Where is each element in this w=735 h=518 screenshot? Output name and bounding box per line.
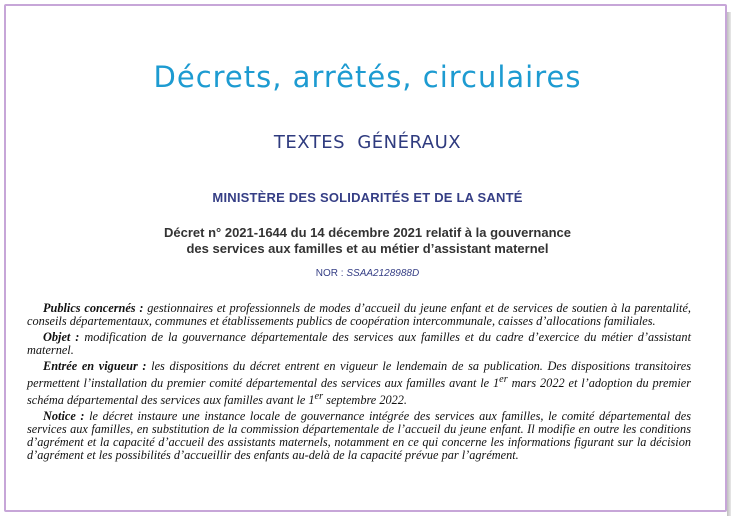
sub-title: TEXTES GÉNÉRAUX [273, 132, 462, 153]
paragraph-label: Notice : [43, 409, 85, 424]
paragraph-text: modification de la gouvernance départementale des services aux familles et du cadre d’exercice du métier d’assistant maternel. [27, 330, 691, 357]
nor-value: SSAA2128988D [346, 268, 420, 279]
ministry-name: MINISTÈRE DES SOLIDARITÉS ET DE LA SANTÉ [212, 190, 523, 205]
paragraph-label: Publics concernés : [43, 301, 144, 315]
decree-title-line-2: des services aux familles et au métier d’assistant maternel [186, 241, 549, 256]
paragraph-text: gestionnaires et professionnels de modes d’accueil du jeune enfant et de services de soutien à la parentalité, conseils départementaux, communes et établissements publics de coopération intercommunale, caisses d’allocations familiales. [27, 301, 691, 328]
paragraph-text: mars 2022 et l’adoption du premier schéma départemental des services aux familles avant le 1 [27, 376, 691, 408]
decree-summary [27, 302, 691, 465]
paragraph-text: les dispositions du décret entrent en vigueur le lendemain de sa publication. Des dispositions transitoires permettent l’installation du premier comité départemental des services aux familles avant le 1 [27, 359, 691, 391]
paragraph-entree-en-vigueur [27, 360, 691, 407]
paragraph-notice [27, 410, 691, 462]
superscript: er [499, 374, 508, 385]
decree-title [0, 225, 735, 257]
decree-title-line-1: Décret n° 2021-1644 du 14 décembre 2021 relatif à la gouvernance [164, 225, 571, 240]
paragraph-publics-concernes [27, 302, 691, 328]
section-title: Décrets, arrêtés, circulaires [153, 60, 582, 94]
paragraph-text: septembre 2022. [323, 393, 407, 408]
paragraph-text: le décret instaure une instance locale de gouvernance intégrée des services aux familles, le comité départemental des services aux familles, en substitution de la commission départementale de l’accueil du jeune enfant. Il modifie en outre les conditions d’agrément et la capacité d’accueil des assistants maternels, notamment en ce qui concerne les informations figurant sur la décision d’agrément et les possibilités d’accueillir des enfants au-delà de la capacité prévue par l’agrément. [27, 409, 692, 463]
nor-reference [0, 268, 735, 279]
paragraph-objet [27, 331, 691, 357]
paragraph-label: Objet : [43, 330, 80, 344]
paragraph-label: Entrée en vigueur : [43, 359, 147, 373]
nor-label: NOR : [315, 268, 347, 279]
superscript: er [314, 391, 324, 403]
